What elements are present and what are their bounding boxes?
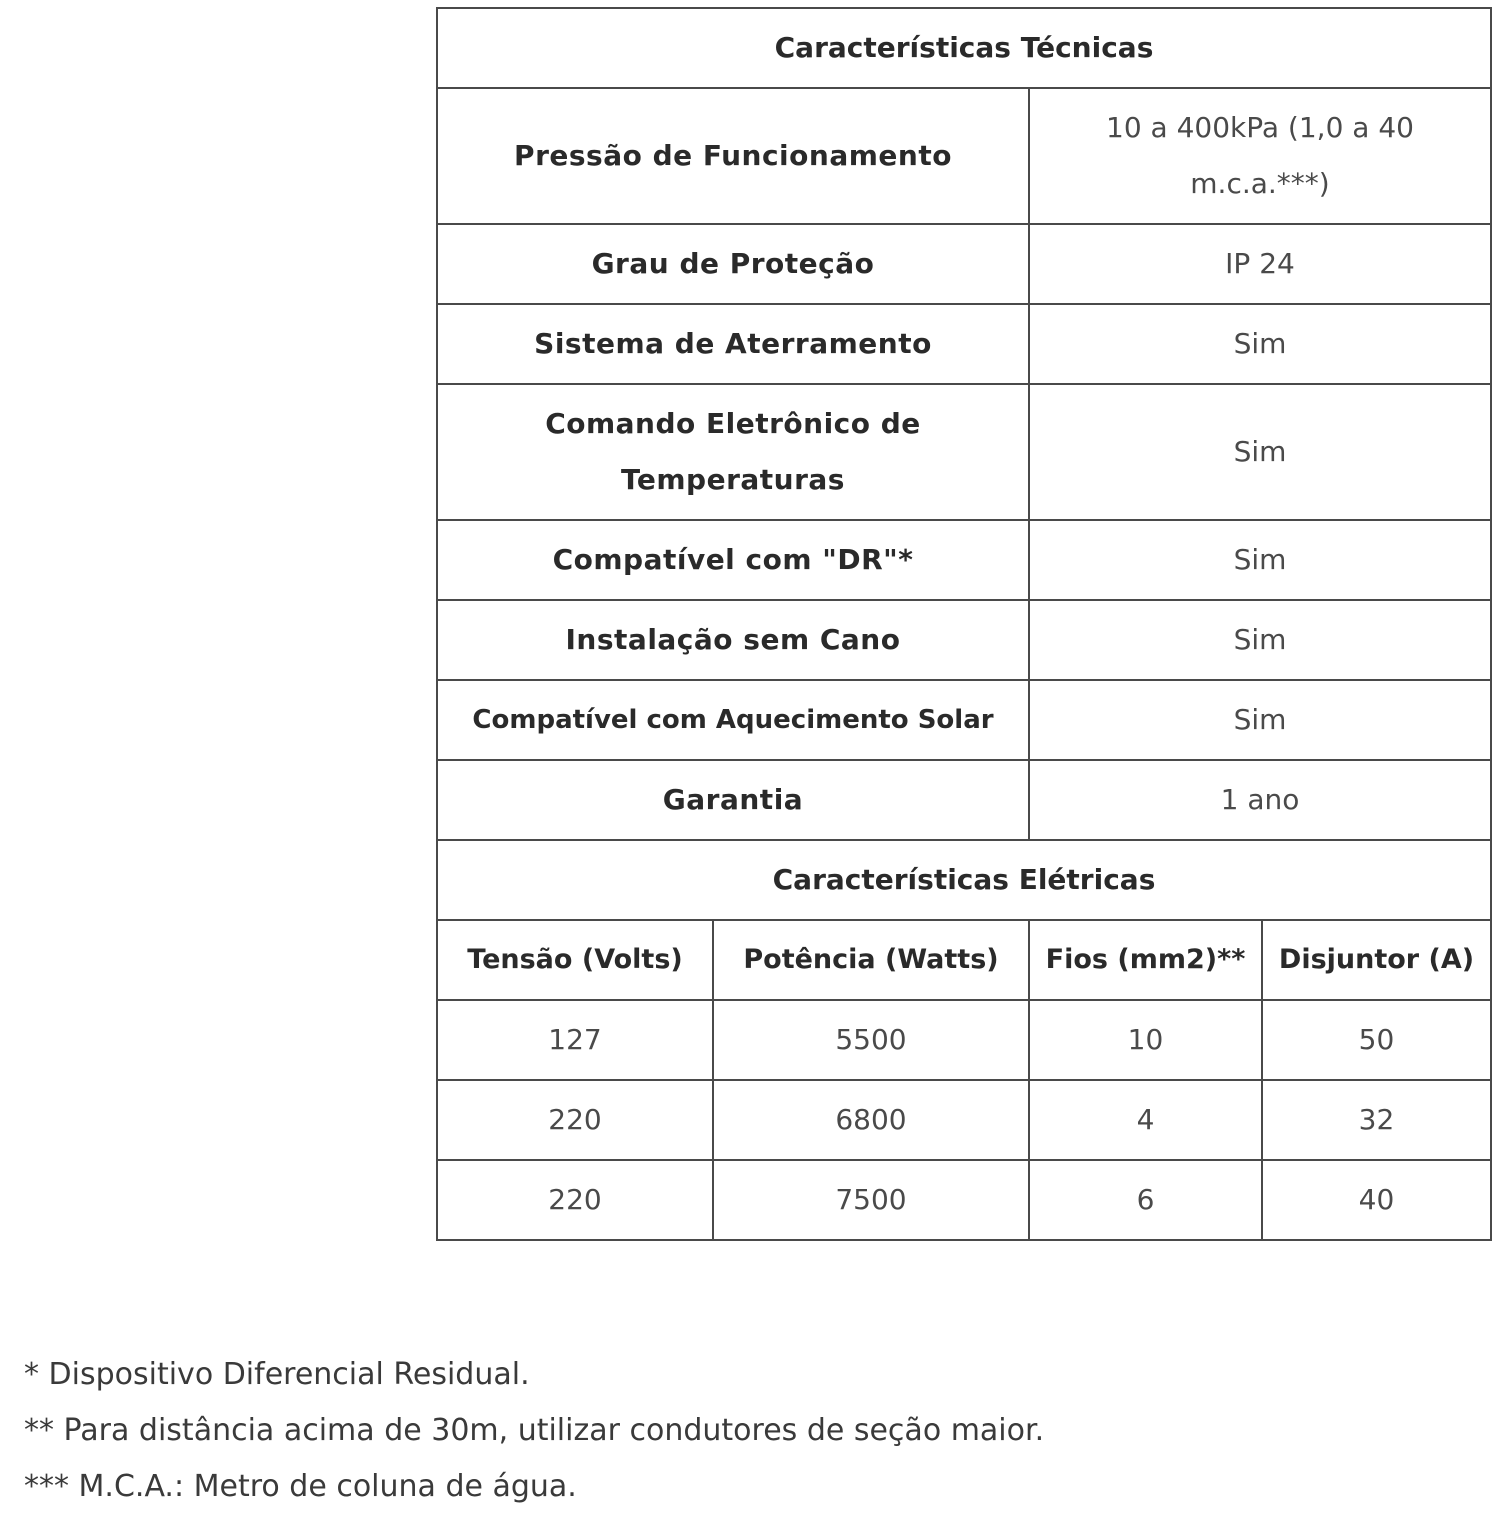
tech-title-row — [437, 8, 1491, 88]
tech-row — [437, 600, 1491, 680]
tech-row — [437, 304, 1491, 384]
tech-value: 1 ano — [1029, 760, 1491, 840]
tech-label: Pressão de Funcionamento — [437, 88, 1029, 224]
tech-row — [437, 520, 1491, 600]
power-cell: 7500 — [713, 1160, 1029, 1240]
tech-value: Sim — [1029, 600, 1491, 680]
tech-value: Sim — [1029, 384, 1491, 520]
wires-cell: 4 — [1029, 1080, 1262, 1160]
voltage-cell: 220 — [437, 1080, 713, 1160]
tech-label: Comando Eletrônico de Temperaturas — [437, 384, 1029, 520]
tech-row — [437, 384, 1491, 520]
electrical-row — [437, 1000, 1491, 1080]
tech-row — [437, 88, 1491, 224]
tech-row — [437, 680, 1491, 760]
footnote-dr: * Dispositivo Diferencial Residual. — [24, 1357, 530, 1392]
tech-row — [437, 760, 1491, 840]
wires-cell: 6 — [1029, 1160, 1262, 1240]
electrical-header-row — [437, 920, 1491, 1000]
tech-label: Sistema de Aterramento — [437, 304, 1029, 384]
tech-value: 10 a 400kPa (1,0 a 40 m.c.a.***) — [1029, 88, 1491, 224]
voltage-cell: 127 — [437, 1000, 713, 1080]
tech-label: Compatível com "DR"* — [437, 520, 1029, 600]
breaker-cell: 50 — [1262, 1000, 1491, 1080]
tech-row — [437, 224, 1491, 304]
electrical-row — [437, 1160, 1491, 1240]
electrical-title-row — [437, 840, 1491, 920]
column-header-wires: Fios (mm2)** — [1029, 920, 1262, 1000]
tech-section-title: Características Técnicas — [437, 8, 1491, 88]
tech-value: Sim — [1029, 520, 1491, 600]
tech-value: Sim — [1029, 304, 1491, 384]
footnotes — [24, 1350, 1424, 1518]
specifications-table — [436, 7, 1492, 1241]
electrical-section-title: Características Elétricas — [437, 840, 1491, 920]
tech-value: IP 24 — [1029, 224, 1491, 304]
tech-label: Garantia — [437, 760, 1029, 840]
footnote-wires: ** Para distância acima de 30m, utilizar condutores de seção maior. — [24, 1413, 1045, 1448]
footnote-mca: *** M.C.A.: Metro de coluna de água. — [24, 1469, 577, 1504]
breaker-cell: 32 — [1262, 1080, 1491, 1160]
wires-cell: 10 — [1029, 1000, 1262, 1080]
power-cell: 5500 — [713, 1000, 1029, 1080]
electrical-row — [437, 1080, 1491, 1160]
column-header-breaker: Disjuntor (A) — [1262, 920, 1491, 1000]
column-header-power: Potência (Watts) — [713, 920, 1029, 1000]
tech-value: Sim — [1029, 680, 1491, 760]
tech-label: Compatível com Aquecimento Solar — [437, 680, 1029, 760]
power-cell: 6800 — [713, 1080, 1029, 1160]
tech-label: Instalação sem Cano — [437, 600, 1029, 680]
column-header-voltage: Tensão (Volts) — [437, 920, 713, 1000]
breaker-cell: 40 — [1262, 1160, 1491, 1240]
voltage-cell: 220 — [437, 1160, 713, 1240]
tech-label: Grau de Proteção — [437, 224, 1029, 304]
